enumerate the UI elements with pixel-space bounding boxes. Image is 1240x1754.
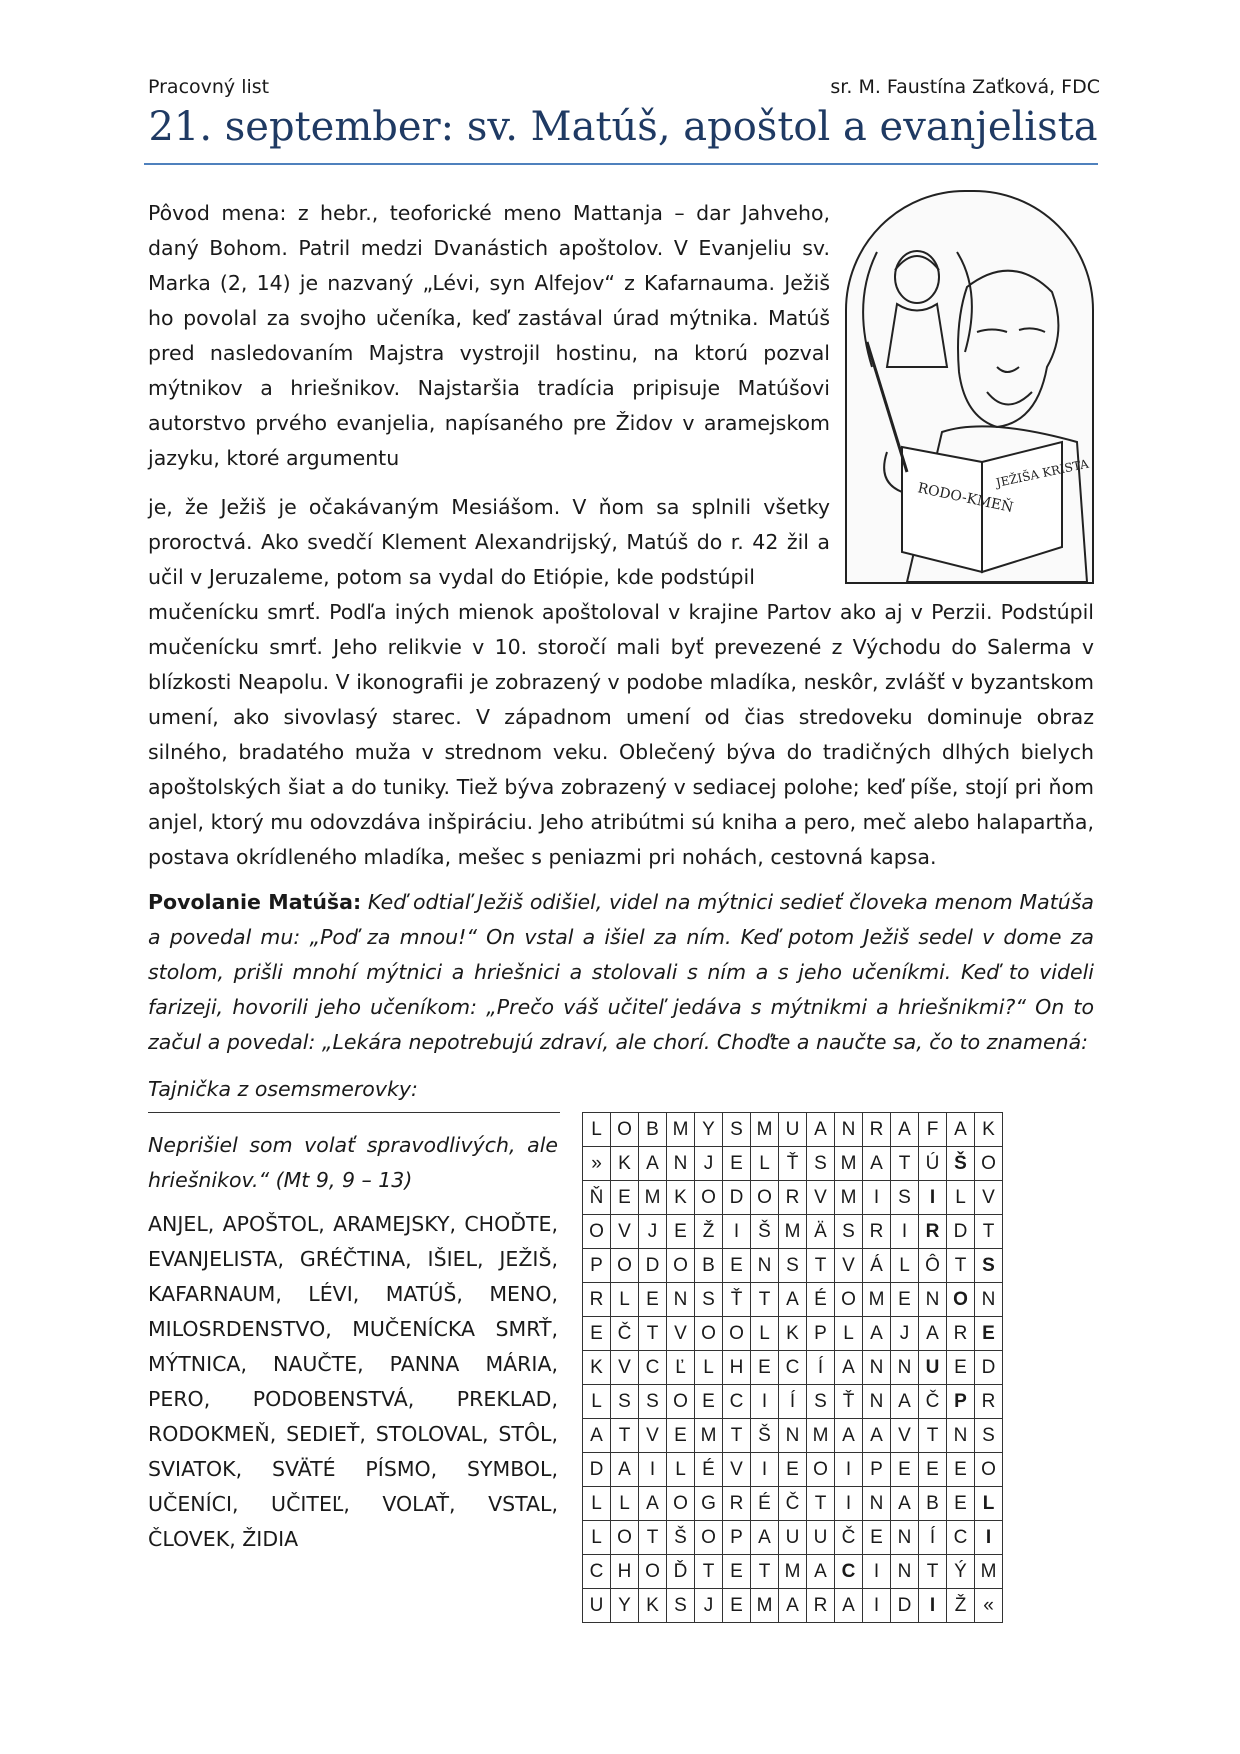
word-list: ANJEL, APOŠTOL, ARAMEJSKY, CHOĎTE, EVANJELISTA, GRÉČTINA, IŠIEL, JEŽIŠ, KAFARNAUM, LÉVI, MATÚŠ, MENO, MILOSRDENSTVO, MUČENÍCKA SMRŤ, MÝTNICA, NAUČTE, PANNA MÁRIA, PERO, PODOBENSTVÁ, PREKLAD, RODOKMEŇ, SEDIEŤ, STOLOVAL, STÔL, SVIATOK, SVÄTÉ PÍSMO, SYMBOL, UČENÍCI, UČITEĽ, VOLAŤ, VSTAL, ČLOVEK, ŽIDIA — [148, 1212, 558, 1551]
grid-cell[interactable]: L — [751, 1147, 779, 1181]
grid-cell[interactable]: N — [891, 1555, 919, 1589]
grid-cell[interactable]: A — [863, 1317, 891, 1351]
grid-row — [583, 1385, 1003, 1419]
grid-cell[interactable]: A — [947, 1113, 975, 1147]
grid-cell[interactable]: T — [975, 1215, 1003, 1249]
grid-cell[interactable]: L — [611, 1487, 639, 1521]
grid-cell[interactable]: O — [667, 1249, 695, 1283]
grid-cell[interactable]: R — [863, 1113, 891, 1147]
grid-row — [583, 1181, 1003, 1215]
grid-cell[interactable]: O — [975, 1147, 1003, 1181]
grid-cell[interactable]: S — [891, 1181, 919, 1215]
grid-cell[interactable]: K — [611, 1147, 639, 1181]
grid-cell[interactable]: P — [863, 1453, 891, 1487]
grid-cell[interactable]: I — [751, 1385, 779, 1419]
grid-cell[interactable]: N — [835, 1113, 863, 1147]
grid-cell[interactable]: I — [863, 1181, 891, 1215]
grid-cell[interactable]: M — [751, 1589, 779, 1623]
grid-cell[interactable]: P — [723, 1521, 751, 1555]
grid-cell[interactable]: K — [779, 1317, 807, 1351]
book-text-right: JEŽIŠA KRISTA — [994, 456, 1090, 490]
grid-cell[interactable]: É — [751, 1487, 779, 1521]
grid-cell[interactable]: H — [723, 1351, 751, 1385]
grid-cell[interactable]: I — [863, 1589, 891, 1623]
grid-cell[interactable]: R — [863, 1215, 891, 1249]
grid-cell[interactable]: I — [835, 1453, 863, 1487]
grid-cell[interactable]: E — [723, 1147, 751, 1181]
grid-cell[interactable]: S — [611, 1385, 639, 1419]
grid-cell[interactable]: T — [723, 1419, 751, 1453]
grid-cell[interactable]: M — [779, 1555, 807, 1589]
grid-cell[interactable]: C — [723, 1385, 751, 1419]
grid-row — [583, 1419, 1003, 1453]
grid-cell[interactable]: Č — [779, 1487, 807, 1521]
calling-text: Keď odtiaľ Ježiš odišiel, videl na mýtnici sedieť človeka menom Matúša a povedal mu: „Poď za mnou!“ On vstal a išiel za ním. Keď potom Ježiš sedel v dome za stolom, prišli mnohí mýtnici a hriešnici a stolovali s ním a s jeho učeníkmi. Keď to videli farizeji, hovorili jeho učeníkom: „Prečo váš učiteľ jedáva s mýtnikmi a hriešnikmi?“ On to začul a povedal: „Lekára nepotrebujú zdraví, ale chorí. Choďte a naučte sa, čo to znamená: — [148, 890, 1094, 1054]
grid-cell[interactable]: V — [639, 1419, 667, 1453]
grid-cell[interactable]: O — [611, 1113, 639, 1147]
grid-cell[interactable]: P — [947, 1385, 975, 1419]
grid-cell[interactable]: » — [583, 1147, 611, 1181]
grid-cell[interactable]: O — [695, 1181, 723, 1215]
grid-cell[interactable]: É — [807, 1283, 835, 1317]
grid-cell[interactable]: L — [975, 1487, 1003, 1521]
grid-cell[interactable]: A — [891, 1487, 919, 1521]
grid-cell[interactable]: O — [695, 1317, 723, 1351]
grid-cell[interactable]: R — [807, 1589, 835, 1623]
grid-cell[interactable]: A — [611, 1453, 639, 1487]
grid-row — [583, 1147, 1003, 1181]
grid-cell[interactable]: E — [667, 1419, 695, 1453]
grid-cell[interactable]: Ť — [779, 1147, 807, 1181]
grid-cell[interactable]: I — [835, 1487, 863, 1521]
grid-cell[interactable]: T — [639, 1317, 667, 1351]
grid-row — [583, 1113, 1003, 1147]
grid-cell[interactable]: P — [583, 1249, 611, 1283]
grid-cell[interactable]: M — [667, 1113, 695, 1147]
grid-cell[interactable]: A — [807, 1113, 835, 1147]
grid-cell[interactable]: O — [751, 1181, 779, 1215]
grid-cell[interactable]: L — [611, 1283, 639, 1317]
grid-cell[interactable]: E — [723, 1249, 751, 1283]
grid-cell[interactable]: D — [891, 1589, 919, 1623]
grid-cell[interactable]: R — [975, 1385, 1003, 1419]
grid-cell[interactable]: Í — [807, 1351, 835, 1385]
grid-cell[interactable]: O — [583, 1215, 611, 1249]
paragraph-origin: Pôvod mena: z hebr., teoforické meno Mattanja – dar Jahveho, daný Bohom. Patril medzi Dvanástich apoštolov. V Evanjeliu sv. Marka (2, 14) je nazvaný „Lévi, syn Alfejov“ z Kafarnauma. Ježiš ho povolal za svojho učeníka, keď zastával úrad mýtnika. Matúš pred nasledovaním Majstra vystrojil hostinu, na ktorú pozval mýtnikov a hriešnikov. Najstaršia tradícia pripisuje Matúšovi autorstvo prvého evanjelia, napísaného pre Židov v aramejskom jazyku, ktoré argumentu — [148, 201, 830, 470]
grid-cell[interactable]: R — [947, 1317, 975, 1351]
grid-cell[interactable]: Ň — [583, 1181, 611, 1215]
grid-cell[interactable]: E — [639, 1283, 667, 1317]
grid-cell[interactable]: T — [807, 1487, 835, 1521]
grid-cell[interactable]: S — [975, 1419, 1003, 1453]
grid-cell[interactable]: V — [723, 1453, 751, 1487]
grid-cell[interactable]: C — [779, 1351, 807, 1385]
grid-cell[interactable]: N — [667, 1147, 695, 1181]
grid-cell[interactable]: U — [779, 1521, 807, 1555]
grid-cell[interactable]: V — [975, 1181, 1003, 1215]
grid-cell[interactable]: L — [751, 1317, 779, 1351]
grid-cell[interactable]: A — [751, 1521, 779, 1555]
grid-row — [583, 1249, 1003, 1283]
grid-cell[interactable]: E — [919, 1453, 947, 1487]
grid-cell[interactable]: V — [611, 1215, 639, 1249]
grid-row — [583, 1283, 1003, 1317]
grid-cell[interactable]: S — [835, 1215, 863, 1249]
grid-cell[interactable]: A — [835, 1351, 863, 1385]
saint-matthew-illustration — [845, 190, 1094, 584]
grid-cell[interactable]: « — [975, 1589, 1003, 1623]
grid-cell[interactable]: Č — [835, 1521, 863, 1555]
grid-cell[interactable]: T — [695, 1555, 723, 1589]
grid-row — [583, 1555, 1003, 1589]
grid-cell[interactable]: E — [667, 1215, 695, 1249]
grid-cell[interactable]: Ä — [807, 1215, 835, 1249]
header-author: sr. M. Faustína Zaťková, FDC — [830, 76, 1100, 98]
grid-cell[interactable]: A — [583, 1419, 611, 1453]
grid-cell[interactable]: A — [891, 1385, 919, 1419]
grid-cell[interactable]: Š — [751, 1419, 779, 1453]
grid-row — [583, 1215, 1003, 1249]
grid-cell[interactable]: O — [667, 1487, 695, 1521]
grid-cell[interactable]: I — [863, 1555, 891, 1589]
grid-cell[interactable]: U — [583, 1589, 611, 1623]
book-text-left: RODO-KMEŇ — [916, 480, 1015, 517]
grid-cell[interactable]: S — [779, 1249, 807, 1283]
grid-cell[interactable]: M — [835, 1181, 863, 1215]
grid-cell[interactable]: T — [751, 1555, 779, 1589]
puzzle-quote: Neprišiel som volať spravodlivých, ale hriešnikov.“ (Mt 9, 9 – 13) — [148, 1133, 558, 1192]
grid-cell[interactable]: A — [639, 1487, 667, 1521]
grid-cell[interactable]: N — [947, 1419, 975, 1453]
grid-cell[interactable]: O — [807, 1453, 835, 1487]
grid-cell[interactable]: E — [891, 1453, 919, 1487]
grid-cell[interactable]: R — [779, 1181, 807, 1215]
paragraph-messiah: je, že Ježiš je očakávaným Mesiášom. V ňom sa splnili všetky proroctvá. Ako svedčí Klement Alexandrijský, Matúš do r. 42 žil a učil v Jeruzaleme, potom sa vydal do Etiópie, kde podstúpil — [148, 495, 830, 589]
grid-cell[interactable]: T — [639, 1521, 667, 1555]
grid-cell[interactable]: K — [975, 1113, 1003, 1147]
grid-cell[interactable]: Á — [863, 1249, 891, 1283]
grid-cell[interactable]: V — [835, 1249, 863, 1283]
grid-cell[interactable]: N — [863, 1385, 891, 1419]
word-search-grid — [582, 1112, 1003, 1623]
grid-cell[interactable]: Ľ — [667, 1351, 695, 1385]
grid-cell[interactable]: N — [891, 1351, 919, 1385]
grid-cell[interactable]: L — [583, 1521, 611, 1555]
grid-cell[interactable]: Ť — [723, 1283, 751, 1317]
grid-cell[interactable]: O — [695, 1521, 723, 1555]
grid-cell[interactable]: B — [639, 1113, 667, 1147]
grid-cell[interactable]: V — [667, 1317, 695, 1351]
puzzle-answer-line — [148, 1112, 560, 1113]
grid-row — [583, 1589, 1003, 1623]
page-title: 21. september: sv. Matúš, apoštol a evanjelista — [148, 104, 1098, 150]
grid-cell[interactable]: E — [583, 1317, 611, 1351]
grid-cell[interactable]: T — [919, 1419, 947, 1453]
grid-cell[interactable]: Ô — [919, 1249, 947, 1283]
grid-cell[interactable]: N — [667, 1283, 695, 1317]
grid-cell[interactable]: K — [583, 1351, 611, 1385]
grid-cell[interactable]: E — [723, 1589, 751, 1623]
grid-cell[interactable]: L — [835, 1317, 863, 1351]
grid-cell[interactable]: A — [779, 1283, 807, 1317]
grid-cell[interactable]: T — [751, 1283, 779, 1317]
grid-cell[interactable]: M — [807, 1419, 835, 1453]
grid-cell[interactable]: U — [807, 1521, 835, 1555]
grid-cell[interactable]: F — [919, 1113, 947, 1147]
grid-cell[interactable]: N — [975, 1283, 1003, 1317]
grid-cell[interactable]: A — [835, 1419, 863, 1453]
puzzle-label: Tajnička z osemsmerovky: — [148, 1077, 418, 1101]
grid-cell[interactable]: Ž — [695, 1215, 723, 1249]
grid-cell[interactable]: V — [891, 1419, 919, 1453]
grid-cell[interactable]: O — [639, 1555, 667, 1589]
grid-cell[interactable]: I — [751, 1453, 779, 1487]
grid-cell[interactable]: G — [695, 1487, 723, 1521]
grid-cell[interactable]: C — [639, 1351, 667, 1385]
grid-cell[interactable]: V — [807, 1181, 835, 1215]
grid-cell[interactable]: N — [863, 1351, 891, 1385]
grid-cell[interactable]: E — [723, 1555, 751, 1589]
grid-cell[interactable]: J — [639, 1215, 667, 1249]
grid-cell[interactable]: N — [751, 1249, 779, 1283]
grid-cell[interactable]: J — [695, 1589, 723, 1623]
grid-cell[interactable]: O — [667, 1385, 695, 1419]
grid-cell[interactable]: T — [807, 1249, 835, 1283]
grid-cell[interactable]: K — [639, 1589, 667, 1623]
grid-cell[interactable]: E — [611, 1181, 639, 1215]
grid-cell[interactable]: U — [919, 1351, 947, 1385]
grid-cell[interactable]: O — [835, 1283, 863, 1317]
grid-cell[interactable]: M — [695, 1419, 723, 1453]
grid-cell[interactable]: L — [583, 1113, 611, 1147]
grid-cell[interactable]: E — [779, 1453, 807, 1487]
grid-cell[interactable]: Í — [779, 1385, 807, 1419]
grid-cell[interactable]: Ý — [947, 1555, 975, 1589]
grid-cell[interactable]: S — [807, 1385, 835, 1419]
grid-cell[interactable]: A — [891, 1113, 919, 1147]
grid-row — [583, 1317, 1003, 1351]
grid-cell[interactable]: O — [611, 1249, 639, 1283]
grid-cell[interactable]: M — [779, 1215, 807, 1249]
grid-cell[interactable]: M — [835, 1147, 863, 1181]
grid-cell[interactable]: O — [975, 1453, 1003, 1487]
calling-heading: Povolanie Matúša: — [148, 890, 362, 914]
grid-cell[interactable]: I — [723, 1215, 751, 1249]
saint-matthew-drawing — [847, 192, 1092, 582]
grid-cell[interactable]: H — [611, 1555, 639, 1589]
grid-cell[interactable]: E — [947, 1453, 975, 1487]
grid-cell[interactable]: E — [751, 1351, 779, 1385]
grid-cell[interactable]: Š — [667, 1521, 695, 1555]
grid-cell[interactable]: A — [779, 1589, 807, 1623]
grid-cell[interactable]: Ď — [667, 1555, 695, 1589]
grid-cell[interactable]: S — [975, 1249, 1003, 1283]
grid-cell[interactable]: L — [667, 1453, 695, 1487]
grid-cell[interactable]: S — [723, 1113, 751, 1147]
grid-cell[interactable]: V — [611, 1351, 639, 1385]
grid-cell[interactable]: D — [583, 1453, 611, 1487]
grid-cell[interactable]: M — [639, 1181, 667, 1215]
grid-cell[interactable]: É — [695, 1453, 723, 1487]
grid-cell[interactable]: S — [639, 1385, 667, 1419]
grid-cell[interactable]: T — [947, 1249, 975, 1283]
grid-cell[interactable]: N — [891, 1521, 919, 1555]
grid-cell[interactable]: Ž — [947, 1589, 975, 1623]
grid-cell[interactable]: A — [835, 1589, 863, 1623]
grid-cell[interactable]: Ú — [919, 1147, 947, 1181]
grid-cell[interactable]: D — [723, 1181, 751, 1215]
grid-cell[interactable]: C — [583, 1555, 611, 1589]
grid-cell[interactable]: Č — [611, 1317, 639, 1351]
paragraph-iconography: mučenícku smrť. Podľa iných mienok apoštoloval v krajine Partov ako aj v Perzii. Podstúpil mučenícku smrť. Jeho relikvie v 10. storočí mali byť prevezené z Východu do Salerma v blízkosti Neapolu. V ikonografii je zobrazený v podobe mladíka, neskôr, zvlášť v byzantskom umení, ako sivovlasý starec. V západnom umení od čias stredoveku dominuje obraz silného, bradatého muža v strednom veku. Oblečený býva do tradičných dlhých bielych apoštolských šiat a do tuniky. Tiež býva zobrazený v sediacej polohe; keď píše, stojí pri ňom anjel, ktorý mu odovzdáva inšpiráciu. Jeho atribútmi sú kniha a pero, meč alebo halapartňa, postava okrídleného mladíka, mešec s peniazmi pri nohách, cestovná kapsa. — [148, 600, 1094, 869]
grid-cell[interactable]: O — [723, 1317, 751, 1351]
grid-row — [583, 1351, 1003, 1385]
grid-cell[interactable]: S — [807, 1147, 835, 1181]
grid-cell[interactable]: S — [667, 1589, 695, 1623]
paragraph-calling — [148, 885, 1094, 1060]
grid-cell[interactable]: U — [779, 1113, 807, 1147]
grid-cell[interactable]: T — [611, 1419, 639, 1453]
grid-cell[interactable]: Ť — [835, 1385, 863, 1419]
grid-cell[interactable]: C — [835, 1555, 863, 1589]
grid-cell[interactable]: R — [583, 1283, 611, 1317]
grid-cell[interactable]: E — [947, 1487, 975, 1521]
grid-cell[interactable]: N — [863, 1487, 891, 1521]
grid-cell[interactable]: T — [891, 1147, 919, 1181]
grid-cell[interactable]: Š — [947, 1147, 975, 1181]
grid-cell[interactable]: I — [975, 1521, 1003, 1555]
grid-cell[interactable]: M — [751, 1113, 779, 1147]
grid-cell[interactable]: A — [863, 1147, 891, 1181]
grid-cell[interactable]: O — [611, 1521, 639, 1555]
grid-cell[interactable]: A — [919, 1317, 947, 1351]
grid-cell[interactable]: R — [723, 1487, 751, 1521]
grid-cell[interactable]: P — [807, 1317, 835, 1351]
grid-cell[interactable]: D — [947, 1215, 975, 1249]
grid-cell[interactable]: I — [891, 1215, 919, 1249]
grid-cell[interactable]: D — [975, 1351, 1003, 1385]
grid-cell[interactable]: E — [863, 1521, 891, 1555]
grid-cell[interactable]: J — [891, 1317, 919, 1351]
grid-cell[interactable]: C — [947, 1521, 975, 1555]
grid-cell[interactable]: L — [583, 1487, 611, 1521]
grid-cell[interactable]: E — [695, 1385, 723, 1419]
grid-cell[interactable]: Č — [919, 1385, 947, 1419]
grid-cell[interactable]: L — [695, 1351, 723, 1385]
grid-row — [583, 1453, 1003, 1487]
grid-cell[interactable]: S — [695, 1283, 723, 1317]
grid-cell[interactable]: T — [919, 1555, 947, 1589]
header-left-label: Pracovný list — [148, 76, 270, 98]
grid-cell[interactable]: L — [891, 1249, 919, 1283]
grid-cell[interactable]: I — [639, 1453, 667, 1487]
grid-cell[interactable]: Š — [751, 1215, 779, 1249]
grid-cell[interactable]: B — [695, 1249, 723, 1283]
grid-cell[interactable]: A — [807, 1555, 835, 1589]
grid-cell[interactable]: E — [891, 1283, 919, 1317]
grid-cell[interactable]: B — [919, 1487, 947, 1521]
grid-cell[interactable]: Y — [611, 1589, 639, 1623]
grid-cell[interactable]: J — [695, 1147, 723, 1181]
grid-cell[interactable]: Í — [919, 1521, 947, 1555]
grid-cell[interactable]: M — [863, 1283, 891, 1317]
grid-cell[interactable]: A — [639, 1147, 667, 1181]
grid-cell[interactable]: L — [583, 1385, 611, 1419]
grid-cell[interactable]: D — [639, 1249, 667, 1283]
title-divider — [144, 163, 1098, 165]
grid-cell[interactable]: N — [919, 1283, 947, 1317]
grid-cell[interactable]: L — [947, 1181, 975, 1215]
grid-cell[interactable]: E — [947, 1351, 975, 1385]
grid-cell[interactable]: I — [919, 1589, 947, 1623]
grid-cell[interactable]: R — [919, 1215, 947, 1249]
grid-cell[interactable]: Y — [695, 1113, 723, 1147]
grid-cell[interactable]: O — [947, 1283, 975, 1317]
grid-cell[interactable]: I — [919, 1181, 947, 1215]
grid-row — [583, 1521, 1003, 1555]
grid-cell[interactable]: M — [975, 1555, 1003, 1589]
grid-cell[interactable]: A — [863, 1419, 891, 1453]
grid-cell[interactable]: N — [779, 1419, 807, 1453]
grid-row — [583, 1487, 1003, 1521]
grid-cell[interactable]: K — [667, 1181, 695, 1215]
grid-cell[interactable]: E — [975, 1317, 1003, 1351]
